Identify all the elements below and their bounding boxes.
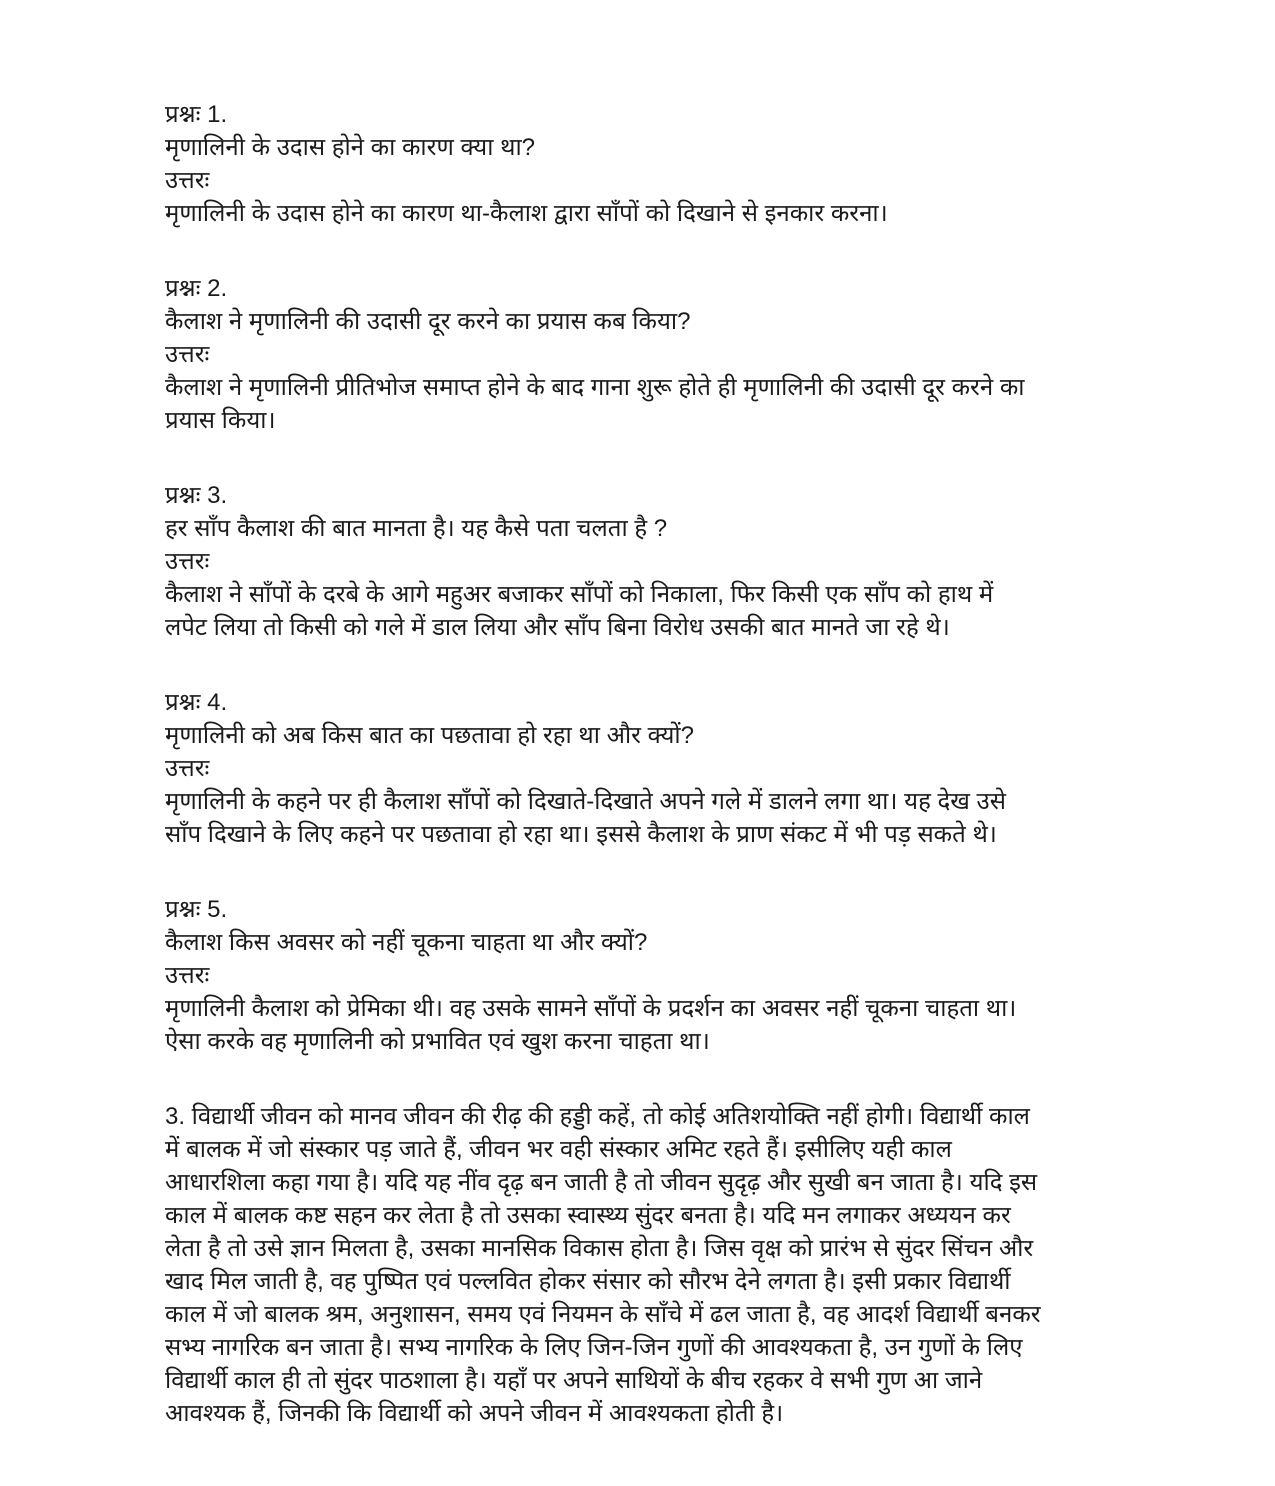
- qa-block: [165, 479, 1165, 644]
- paragraph-line: काल में बालक कष्ट सहन कर लेता है तो उसका स्वास्थ्य सुंदर बनता है। यदि मन लगाकर अध्ययन कर: [165, 1202, 1011, 1229]
- question-text: कैलाश किस अवसर को नहीं चूकना चाहता था और क्यों?: [165, 929, 648, 956]
- answer-label: उत्तरः: [165, 167, 210, 194]
- paragraph-line: आवश्यक हैं, जिनकी कि विद्यार्थी को अपने जीवन में आवश्यकता होती है।: [165, 1400, 784, 1427]
- question-number: प्रश्नः 3.: [165, 482, 228, 509]
- paragraph-line: खाद मिल जाती है, वह पुष्पित एवं पल्लवित होकर संसार को सौरभ देने लगता है। इसी प्रकार विद्यार्थी: [165, 1268, 1011, 1295]
- answer-line: साँप दिखाने के लिए कहने पर पछतावा हो रहा था। इससे कैलाश के प्राण संकट में भी पड़ सकते थे।: [165, 821, 997, 848]
- question-text: कैलाश ने मृणालिनी की उदासी दूर करने का प्रयास कब किया?: [165, 308, 691, 335]
- paragraph-line: में बालक में जो संस्कार पड़ जाते हैं, जीवन भर वही संस्कार अमिट रहते हैं। इसीलिए यही काल: [165, 1136, 952, 1163]
- answer-line: लपेट लिया तो किसी को गले में डाल लिया और साँप बिना विरोध उसकी बात मानते जा रहे थे।: [165, 614, 950, 641]
- answer-label: उत्तरः: [165, 962, 210, 989]
- answer-line: प्रयास किया।: [165, 407, 276, 434]
- answer-line: ऐसा करके वह मृणालिनी को प्रभावित एवं खुश करना चाहता था।: [165, 1028, 710, 1055]
- qa-block: [165, 272, 1165, 437]
- question-number: प्रश्नः 1.: [165, 101, 228, 128]
- question-number: प्रश्नः 2.: [165, 275, 228, 302]
- answer-label: उत्तरः: [165, 341, 210, 368]
- paragraph-line: आधारशिला कहा गया है। यदि यह नींव दृढ़ बन जाती है तो जीवन सुदृढ़ और सुखी बन जाता है। यदि इस: [165, 1169, 1038, 1196]
- paragraph-line: काल में जो बालक श्रम, अनुशासन, समय एवं नियमन के साँचे में ढल जाता है, वह आदर्श विद्यार्थी बनकर: [165, 1301, 1041, 1328]
- paragraph-line: लेता है तो उसे ज्ञान मिलता है, उसका मानसिक विकास होता है। जिस वृक्ष को प्रारंभ से सुंदर सिंचन और: [165, 1235, 1034, 1262]
- question-text: हर साँप कैलाश की बात मानता है। यह कैसे पता चलता है ?: [165, 515, 668, 542]
- question-number: प्रश्नः 4.: [165, 689, 228, 716]
- paragraph-line: विद्यार्थी काल ही तो सुंदर पाठशाला है। यहाँ पर अपने साथियों के बीच रहकर वे सभी गुण आ जाने: [165, 1367, 983, 1394]
- answer-line: मृणालिनी कैलाश को प्रेमिका थी। वह उसके सामने साँपों के प्रदर्शन का अवसर नहीं चूकना चाहता था।: [165, 995, 1017, 1022]
- answer-line: कैलाश ने साँपों के दरबे के आगे महुअर बजाकर साँपों को निकाला, फिर किसी एक साँप को हाथ में: [165, 581, 994, 608]
- passage-paragraph: [165, 1100, 1165, 1430]
- paragraph-line: 3. विद्यार्थी जीवन को मानव जीवन की रीढ़ की हड्डी कहें, तो कोई अतिशयोक्ति नहीं होगी। विद्यार्थी काल: [165, 1103, 1030, 1130]
- document-body: [165, 98, 1165, 1430]
- question-text: मृणालिनी को अब किस बात का पछतावा हो रहा था और क्यों?: [165, 722, 694, 749]
- answer-line: कैलाश ने मृणालिनी प्रीतिभोज समाप्त होने के बाद गाना शुरू होते ही मृणालिनी की उदासी दूर करने का: [165, 374, 1025, 401]
- qa-block: [165, 686, 1165, 851]
- qa-block: [165, 893, 1165, 1058]
- paragraph-line: सभ्य नागरिक बन जाता है। सभ्य नागरिक के लिए जिन-जिन गुणों की आवश्यकता है, उन गुणों के लिए: [165, 1334, 1023, 1361]
- answer-label: उत्तरः: [165, 755, 210, 782]
- question-answer-list: [165, 98, 1165, 1058]
- answer-line: मृणालिनी के कहने पर ही कैलाश साँपों को दिखाते-दिखाते अपने गले में डालने लगा था। यह देख उसे: [165, 788, 1006, 815]
- question-text: मृणालिनी के उदास होने का कारण क्या था?: [165, 134, 536, 161]
- qa-block: [165, 98, 1165, 230]
- answer-label: उत्तरः: [165, 548, 210, 575]
- answer-line: मृणालिनी के उदास होने का कारण था-कैलाश द्वारा साँपों को दिखाने से इनकार करना।: [165, 200, 888, 227]
- question-number: प्रश्नः 5.: [165, 896, 228, 923]
